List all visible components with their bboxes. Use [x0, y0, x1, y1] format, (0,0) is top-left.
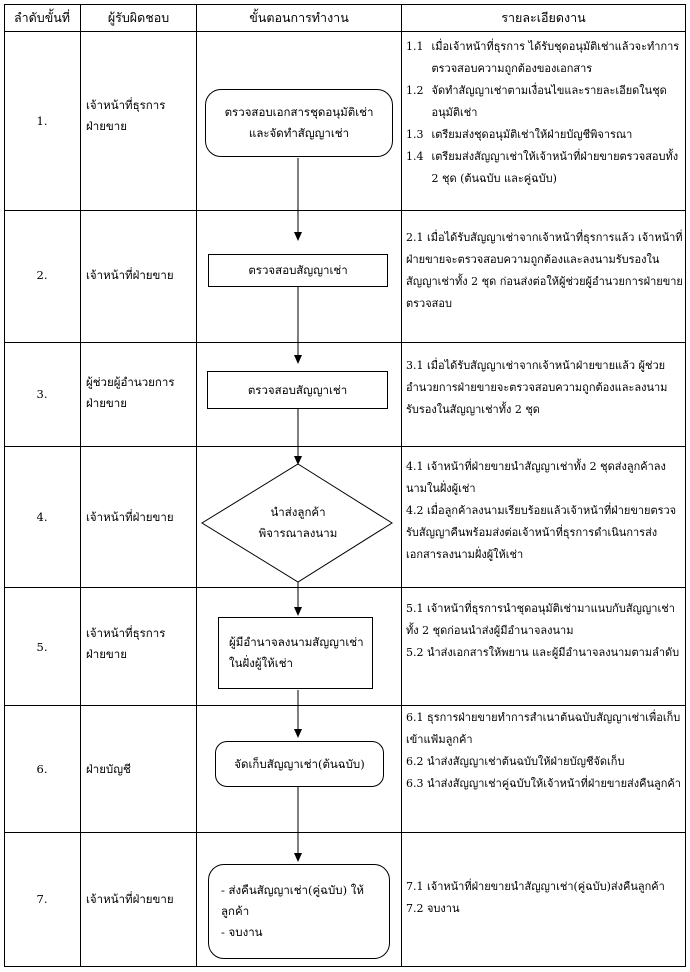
detail-cell-7 [406, 876, 684, 920]
decision-line: พิจารณาลงนาม [258, 526, 338, 540]
responsible-line: เจ้าหน้าที่ฝ่ายขาย [86, 892, 174, 906]
detail-number: 1.4 [406, 150, 424, 163]
process-box-line: ตรวจสอบสัญญาเช่า [247, 382, 348, 397]
process-box-7 [208, 864, 390, 959]
detail-item [406, 36, 684, 80]
process-box-line: - จบงาน [221, 925, 263, 939]
step-number: 3. [36, 387, 48, 401]
detail-number: 1.3 [406, 128, 424, 141]
detail-cell-1 [406, 36, 684, 190]
detail-cell-5 [406, 598, 684, 664]
detail-text: 5.2 นำส่งเอกสารให้พยาน และผู้มีอำนาจลงนามตามลำดับ [406, 646, 680, 659]
detail-item [406, 146, 684, 190]
detail-cell-6 [406, 707, 684, 795]
process-box-line: ตรวจสอบสัญญาเช่า [248, 263, 348, 277]
responsible-line: เจ้าหน้าที่ธุรการ [86, 98, 166, 112]
responsible-line: ฝ่ายบัญชี [86, 762, 131, 776]
detail-text: 2.1 เมื่อได้รับสัญญาเช่าจากเจ้าหน้าที่ธุรการแล้ว เจ้าหน้าที่ฝ่ายขายจะตรวจสอบความถูกต้องและลงนามรับรองในสัญญาเช่าทั้ง 2 ชุด ก่อนส่งต่อให้ผู้ช่วยผู้อำนวยการฝ่ายขายตรวจสอบ [406, 231, 683, 310]
process-box-6 [215, 741, 384, 787]
header-details: รายละเอียดงาน [501, 10, 586, 25]
decision-diamond-text [230, 502, 366, 544]
responsible-cell [86, 889, 196, 910]
process-box-5 [218, 617, 373, 689]
responsible-cell [86, 623, 196, 665]
header-procedure: ขั้นตอนการทำงาน [249, 10, 349, 25]
detail-text: 7.2 จบงาน [406, 902, 460, 915]
detail-text: 7.1 เจ้าหน้าที่ฝ่ายขายนำสัญญาเช่า(คู่ฉบับ)ส่งคืนลูกค้า [406, 880, 665, 893]
detail-cell-3 [406, 355, 684, 421]
detail-text: 4.2 เมื่อลูกค้าลงนามเรียบร้อยแล้วเจ้าหน้าที่ฝ่ายขายตรวจรับสัญญาคืนพร้อมส่งต่อเจ้าหน้าที่ธุรการดำเนินการส่งเอกสารลงนามฝั่งผู้ให้เช่า [406, 504, 677, 561]
step-number: 2. [36, 268, 48, 282]
process-box-line: ตรวจสอบเอกสารชุดอนุมัติเช่า [224, 105, 374, 119]
detail-text: เมื่อเจ้าหน้าที่ธุรการ ได้รับชุดอนุมัติเช่าแล้วจะทำการตรวจสอบความถูกต้องของเอกสาร [431, 40, 680, 75]
detail-text: 6.2 นำส่งสัญญาเช่าต้นฉบับให้ฝ่ายบัญชีจัดเก็บ [406, 755, 625, 768]
detail-number: 1.2 [406, 84, 424, 97]
responsible-cell [86, 372, 196, 414]
process-box-line: จัดเก็บสัญญาเช่า(ต้นฉบับ) [234, 756, 365, 771]
process-box-3 [207, 371, 388, 409]
process-box-1 [205, 89, 393, 157]
responsible-cell [86, 759, 196, 780]
step-number: 5. [36, 640, 48, 654]
header-step: ลำดับขั้นที่ [13, 10, 71, 25]
responsible-line: ฝ่ายขาย [86, 647, 127, 661]
detail-item [406, 124, 684, 146]
detail-cell-4 [406, 456, 684, 566]
detail-text: เตรียมส่งสัญญาเช่าให้เจ้าหน้าที่ฝ่ายขายตรวจสอบทั้ง 2 ชุด (ต้นฉบับ และคู่ฉบับ) [431, 150, 679, 185]
step-number: 6. [36, 762, 48, 776]
detail-text: จัดทำสัญญาเช่าตามเงื่อนไขและรายละเอียดในชุดอนุมัติเช่า [431, 84, 667, 119]
process-box-line: - ส่งคืนสัญญาเช่า(คู่ฉบับ) ให้ลูกค้า [221, 883, 364, 918]
responsible-cell [86, 507, 196, 528]
decision-line: นำส่งลูกค้า [270, 505, 326, 519]
detail-text: 5.1 เจ้าหน้าที่ธุรการนำชุดอนุมัติเช่ามาแนบกับสัญญาเช่าทั้ง 2 ชุดก่อนนำส่งผู้มีอำนาจลงนาม [406, 602, 675, 637]
responsible-line: ฝ่ายขาย [86, 396, 127, 410]
detail-text: 6.1 ธุรการฝ่ายขายทำการสำเนาต้นฉบับสัญญาเช่าเพื่อเก็บเข้าแฟ้มลูกค้า [406, 711, 681, 746]
responsible-cell [86, 265, 196, 286]
process-box-2 [208, 254, 388, 287]
process-box-line: ในฝั่งผู้ให้เช่า [229, 656, 293, 670]
detail-item [406, 80, 684, 124]
responsible-line: ผู้ช่วยผู้อำนวยการ [86, 375, 175, 389]
step-number: 1. [36, 114, 48, 128]
responsible-line: เจ้าหน้าที่ฝ่ายขาย [86, 510, 174, 524]
responsible-line: เจ้าหน้าที่ฝ่ายขาย [86, 268, 174, 282]
header-responsible: ผู้รับผิดชอบ [107, 10, 170, 25]
responsible-line: เจ้าหน้าที่ธุรการ [86, 626, 166, 640]
process-box-line: และจัดทำสัญญาเช่า [248, 126, 350, 140]
detail-text: 3.1 เมื่อได้รับสัญญาเช่าจากเจ้าหน้าฝ่ายขายแล้ว ผู้ช่วยอำนวยการฝ่ายขายจะตรวจสอบความถูกต้องและลงนามรับรองในสัญญาเช่าทั้ง 2 ชุด [406, 359, 668, 416]
detail-text: เตรียมส่งชุดอนุมัติเช่าให้ฝ่ายบัญชีพิจารณา [431, 128, 633, 141]
step-number: 4. [36, 510, 48, 524]
responsible-line: ฝ่ายขาย [86, 119, 127, 133]
detail-number: 1.1 [406, 40, 424, 53]
responsible-cell [86, 95, 196, 137]
detail-cell-2 [406, 227, 684, 315]
step-number: 7. [36, 892, 48, 906]
process-box-line: ผู้มีอำนาจลงนามสัญญาเช่า [229, 635, 364, 649]
detail-text: 6.3 นำส่งสัญญาเช่าคู่ฉบับให้เจ้าหน้าที่ฝ่ายขายส่งคืนลูกค้า [406, 777, 681, 790]
detail-text: 4.1 เจ้าหน้าที่ฝ่ายขายนำสัญญาเช่าทั้ง 2 ชุดส่งลูกค้าลงนามในฝั่งผู้เช่า [406, 460, 666, 495]
